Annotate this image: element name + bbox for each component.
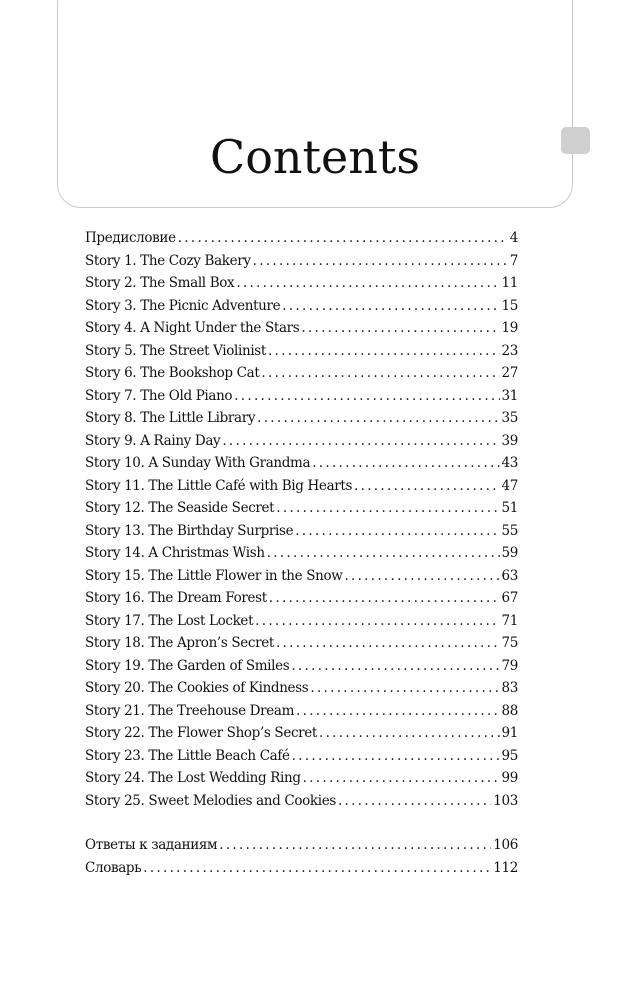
toc-entry[interactable] — [85, 542, 518, 565]
toc-entry-page: 7 — [509, 252, 518, 269]
toc-entry-title: Предисловие — [85, 230, 176, 246]
toc-entry-title: Story 3. The Picnic Adventure — [85, 297, 281, 314]
toc-entry-title: Story 21. The Treehouse Dream — [85, 702, 295, 719]
toc-entry-title: Story 4. A Night Under the Stars — [85, 320, 300, 336]
toc-entry-title: Story 22. The Flower Shop’s Secret — [85, 725, 318, 741]
toc-entry-page: 15 — [501, 297, 518, 314]
toc-entry-title: Ответы к заданиям — [85, 837, 218, 853]
toc-appendix-list — [85, 834, 518, 879]
toc-entry[interactable] — [85, 250, 518, 273]
toc-leader-dots — [178, 227, 508, 250]
toc-leader-dots — [310, 677, 499, 700]
toc-entry-page: 51 — [501, 500, 518, 516]
toc-leader-dots — [219, 834, 491, 857]
toc-entry-title: Story 8. The Little Library — [85, 410, 256, 426]
toc-entry[interactable] — [85, 520, 518, 543]
toc-entry-title: Story 24. The Lost Wedding Ring — [85, 770, 301, 786]
toc-entry[interactable] — [85, 767, 518, 790]
toc-entry-title: Словарь — [85, 859, 142, 876]
toc-entry[interactable] — [85, 565, 518, 588]
toc-leader-dots — [253, 250, 508, 273]
toc-leader-dots — [301, 317, 499, 340]
toc-leader-dots — [261, 362, 499, 385]
toc-leader-dots — [344, 565, 499, 588]
toc-entry-title: Story 9. A Rainy Day — [85, 432, 221, 449]
toc-leader-dots — [268, 340, 500, 363]
toc-entry-page: 43 — [501, 455, 518, 471]
toc-entry[interactable] — [85, 362, 518, 385]
toc-entry-page: 71 — [501, 612, 518, 629]
toc-entry-page: 31 — [501, 387, 518, 404]
toc-entry-title: Story 2. The Small Box — [85, 275, 235, 291]
toc-entry-page: 27 — [501, 365, 518, 381]
toc-entry-page: 83 — [501, 680, 518, 696]
toc-leader-dots — [338, 790, 491, 813]
toc-leader-dots — [222, 430, 499, 453]
toc-entry-title: Story 19. The Garden of Smiles — [85, 657, 290, 674]
toc-entry-page: 59 — [501, 545, 518, 561]
toc-leader-dots — [303, 767, 500, 790]
toc-entry[interactable] — [85, 452, 518, 475]
toc-entry-page: 99 — [501, 770, 518, 786]
toc-entry-title: Story 6. The Bookshop Cat — [85, 365, 260, 381]
toc-leader-dots — [354, 475, 499, 498]
toc-leader-dots — [269, 587, 500, 610]
toc-leader-dots — [312, 452, 499, 475]
toc-entry-title: Story 18. The Apron’s Secret — [85, 635, 274, 651]
toc-entry[interactable] — [85, 722, 518, 745]
toc-leader-dots — [296, 700, 499, 723]
toc-entry[interactable] — [85, 745, 518, 768]
toc-entry-title: Story 5. The Street Violinist — [85, 342, 266, 359]
table-of-contents — [85, 227, 518, 879]
toc-entry-page: 88 — [501, 702, 518, 719]
toc-main-list — [85, 227, 518, 812]
page-title: Contents — [210, 130, 420, 184]
toc-entry[interactable] — [85, 295, 518, 318]
toc-entry[interactable] — [85, 272, 518, 295]
toc-leader-dots — [255, 610, 499, 633]
toc-entry[interactable] — [85, 430, 518, 453]
toc-leader-dots — [292, 745, 500, 768]
toc-entry[interactable] — [85, 857, 518, 880]
toc-leader-dots — [276, 632, 500, 655]
toc-leader-dots — [143, 857, 491, 880]
toc-entry[interactable] — [85, 655, 518, 678]
toc-entry[interactable] — [85, 834, 518, 857]
toc-leader-dots — [291, 655, 499, 678]
toc-entry-page: 91 — [501, 725, 518, 741]
toc-entry-page: 63 — [501, 567, 518, 584]
toc-entry[interactable] — [85, 340, 518, 363]
toc-entry[interactable] — [85, 407, 518, 430]
toc-leader-dots — [319, 722, 500, 745]
toc-entry-title: Story 23. The Little Beach Café — [85, 747, 290, 764]
toc-entry-page: 11 — [501, 275, 518, 291]
toc-entry-title: Story 16. The Dream Forest — [85, 590, 267, 606]
toc-entry-page: 67 — [501, 590, 518, 606]
toc-leader-dots — [236, 272, 499, 295]
toc-leader-dots — [276, 497, 499, 520]
toc-entry-page: 35 — [501, 410, 518, 426]
toc-entry[interactable] — [85, 610, 518, 633]
toc-entry-page: 47 — [501, 477, 518, 494]
toc-entry[interactable] — [85, 385, 518, 408]
toc-entry[interactable] — [85, 497, 518, 520]
toc-entry-title: Story 20. The Cookies of Kindness — [85, 680, 309, 696]
toc-entry-title: Story 17. The Lost Locket — [85, 612, 254, 629]
toc-entry[interactable] — [85, 677, 518, 700]
toc-entry-page: 4 — [509, 230, 518, 246]
toc-entry-page: 23 — [501, 342, 518, 359]
toc-entry-page: 112 — [493, 859, 518, 876]
toc-entry-title: Story 12. The Seaside Secret — [85, 500, 275, 516]
toc-entry[interactable] — [85, 317, 518, 340]
toc-entry-title: Story 25. Sweet Melodies and Cookies — [85, 792, 336, 809]
toc-entry[interactable] — [85, 587, 518, 610]
toc-entry[interactable] — [85, 700, 518, 723]
toc-entry[interactable] — [85, 475, 518, 498]
toc-entry-title: Story 15. The Little Flower in the Snow — [85, 567, 343, 584]
toc-entry-title: Story 11. The Little Café with Big Hearts — [85, 477, 353, 494]
toc-entry-page: 19 — [501, 320, 518, 336]
toc-entry-page: 106 — [493, 837, 518, 853]
toc-entry-page: 39 — [501, 432, 518, 449]
toc-entry-title: Story 7. The Old Piano — [85, 387, 233, 404]
toc-leader-dots — [257, 407, 499, 430]
toc-leader-dots — [234, 385, 499, 408]
toc-leader-dots — [282, 295, 499, 318]
toc-entry[interactable] — [85, 790, 518, 813]
toc-entry-title: Story 13. The Birthday Surprise — [85, 522, 294, 539]
toc-entry-page: 79 — [501, 657, 518, 674]
toc-entry-title: Story 14. A Christmas Wish — [85, 545, 265, 561]
toc-entry-title: Story 1. The Cozy Bakery — [85, 252, 251, 269]
toc-entry-page: 75 — [501, 635, 518, 651]
toc-leader-dots — [267, 542, 500, 565]
toc-entry-title: Story 10. A Sunday With Grandma — [85, 455, 311, 471]
toc-entry-page: 55 — [501, 522, 518, 539]
toc-entry[interactable] — [85, 632, 518, 655]
toc-entry[interactable] — [85, 227, 518, 250]
toc-entry-page: 103 — [493, 792, 518, 809]
toc-entry-page: 95 — [501, 747, 518, 764]
page-tab-marker — [561, 127, 590, 154]
toc-leader-dots — [295, 520, 499, 543]
